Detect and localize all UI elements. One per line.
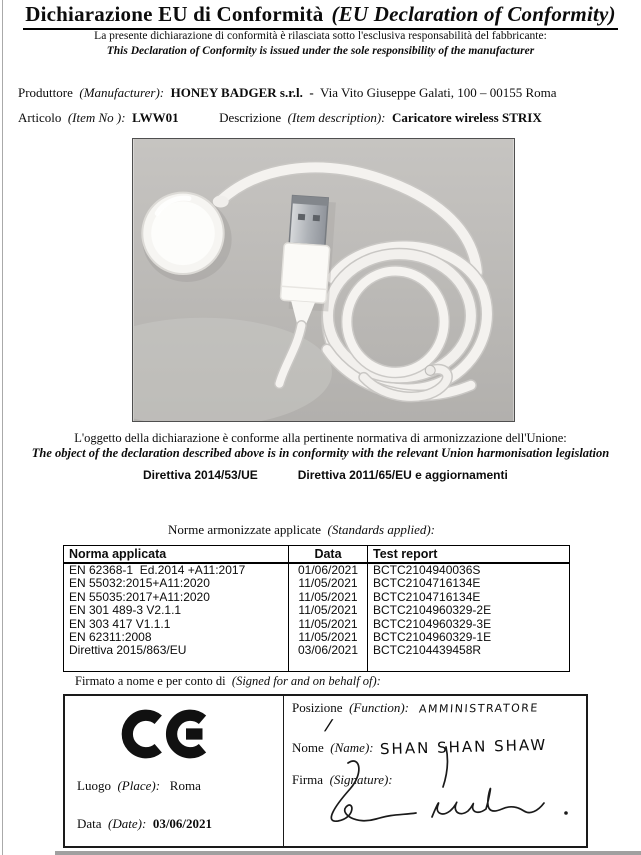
table-row — [64, 604, 570, 617]
scan-edge-line — [2, 0, 3, 855]
date-line — [77, 816, 212, 832]
title-english: (EU Declaration of Conformity) — [331, 2, 616, 26]
ce-mark-logo — [120, 702, 216, 766]
cell-data: 11/05/2021 — [289, 591, 368, 604]
cell-norma: Direttiva 2015/863/EU — [64, 644, 289, 657]
signed-heading-italian: Firmato a nome e per conto di — [75, 674, 226, 688]
cell-data: 11/05/2021 — [289, 604, 368, 617]
cell-test-report: BCTC2104960329-2E — [368, 604, 570, 617]
manufacturer-label: Produttore — [18, 85, 73, 100]
cell-norma: EN 55035:2017+A11:2020 — [64, 591, 289, 604]
standards-table — [63, 545, 570, 672]
table-row — [64, 577, 570, 590]
table-spacer-row — [64, 658, 570, 672]
item-number: LWW01 — [132, 110, 179, 125]
table-row — [64, 644, 570, 657]
cell-norma: EN 301 489-3 V2.1.1 — [64, 604, 289, 617]
conformity-statement-italian: L'oggetto della dichiarazione è conforme alla pertinente normativa di armonizzazione dell'Unione: — [74, 431, 567, 445]
subtitle-english: This Declaration of Conformity is issued under the sole responsibility of the manufacturer — [106, 45, 535, 57]
position-label-en: (Function): — [349, 700, 409, 715]
separator-dash: - — [309, 85, 314, 100]
place-label-en: (Place): — [117, 778, 161, 793]
signature-label: Firma — [292, 772, 324, 787]
place-value: Roma — [169, 778, 201, 793]
manufacturer-address: Via Vito Giuseppe Galati, 100 – 00155 Roma — [320, 85, 557, 100]
date-label: Data — [77, 816, 102, 831]
cell-norma: EN 62311:2008 — [64, 631, 289, 644]
cell-norma: EN 55032:2015+A11:2020 — [64, 577, 289, 590]
name-value-handwritten: SHAN SHAN SHAW — [379, 735, 548, 759]
cell-test-report: BCTC2104439458R — [368, 644, 570, 657]
cell-norma: EN 303 417 V1.1.1 — [64, 618, 289, 631]
empty-cell — [368, 658, 570, 672]
table-row — [64, 618, 570, 631]
table-row — [64, 563, 570, 577]
item-line — [18, 110, 542, 126]
conformity-statement-english: The object of the declaration described above is in conformity with the relevant Union harmonisation legislation — [31, 446, 610, 460]
place-label: Luogo — [77, 778, 111, 793]
cell-test-report: BCTC2104716134E — [368, 577, 570, 590]
cell-data: 11/05/2021 — [289, 631, 368, 644]
cell-test-report: BCTC2104960329-1E — [368, 631, 570, 644]
position-value-handwritten: AMMINISTRATORE — [418, 701, 539, 716]
cell-data: 01/06/2021 — [289, 563, 368, 577]
item-description: Caricatore wireless STRIX — [392, 110, 542, 125]
scan-bottom-band — [55, 851, 641, 855]
standards-table-body — [64, 563, 570, 671]
manufacturer-name: HONEY BADGER s.r.l. — [170, 85, 303, 100]
table-row — [64, 631, 570, 644]
date-label-en: (Date): — [108, 816, 147, 831]
date-value: 03/06/2021 — [152, 816, 213, 831]
signature-label-en: (Signature): — [329, 772, 393, 787]
table-row — [64, 591, 570, 604]
directive-2: Direttiva 2011/65/EU e aggiornamenti — [297, 468, 508, 482]
place-line — [77, 778, 201, 794]
handwritten-signature — [304, 741, 584, 841]
cell-test-report: BCTC2104960329-3E — [368, 618, 570, 631]
position-line — [292, 700, 539, 716]
position-continuation — [323, 716, 335, 734]
handwritten-slash: / — [323, 716, 335, 734]
description-label-en: (Item description): — [287, 110, 386, 125]
title-italian: Dichiarazione EU di Conformità — [25, 2, 324, 26]
column-header-data: Data — [289, 546, 368, 564]
empty-cell — [289, 658, 368, 672]
product-photo — [132, 138, 515, 422]
signed-heading — [75, 674, 381, 689]
manufacturer-label-en: (Manufacturer): — [79, 85, 165, 100]
standards-heading-italian: Norme armonizzate applicate — [168, 522, 322, 537]
cell-data: 11/05/2021 — [289, 577, 368, 590]
column-header-norma: Norma applicata — [64, 546, 289, 564]
position-label: Posizione — [292, 700, 343, 715]
item-label: Articolo — [18, 110, 62, 125]
description-label: Descrizione — [219, 110, 282, 125]
standards-heading — [168, 522, 435, 538]
cell-test-report: BCTC2104716134E — [368, 591, 570, 604]
directives-line — [143, 468, 563, 482]
manufacturer-line — [18, 85, 557, 101]
directive-1: Direttiva 2014/53/UE — [143, 468, 258, 482]
item-label-en: (Item No ): — [67, 110, 126, 125]
signature-block — [63, 694, 588, 848]
page-title — [0, 2, 641, 30]
column-header-test-report: Test report — [368, 546, 570, 564]
signature-block-left-cell — [65, 696, 284, 846]
cell-data: 11/05/2021 — [289, 618, 368, 631]
table-header-row — [64, 546, 570, 564]
cell-test-report: BCTC2104940036S — [368, 563, 570, 577]
empty-cell — [64, 658, 289, 672]
cell-norma: EN 62368-1 Ed.2014 +A11:2017 — [64, 563, 289, 577]
standards-heading-english: (Standards applied): — [327, 522, 436, 537]
charger-puck — [142, 193, 231, 282]
cell-data: 03/06/2021 — [289, 644, 368, 657]
subtitle-italian: La presente dichiarazione di conformità è rilasciata sotto l'esclusiva responsabilità del fabbricante: — [94, 30, 547, 42]
name-label-en: (Name): — [330, 740, 374, 755]
signed-heading-english: (Signed for and on behalf of): — [231, 674, 381, 688]
name-label: Nome — [292, 740, 324, 755]
signature-block-right-cell — [284, 696, 586, 846]
